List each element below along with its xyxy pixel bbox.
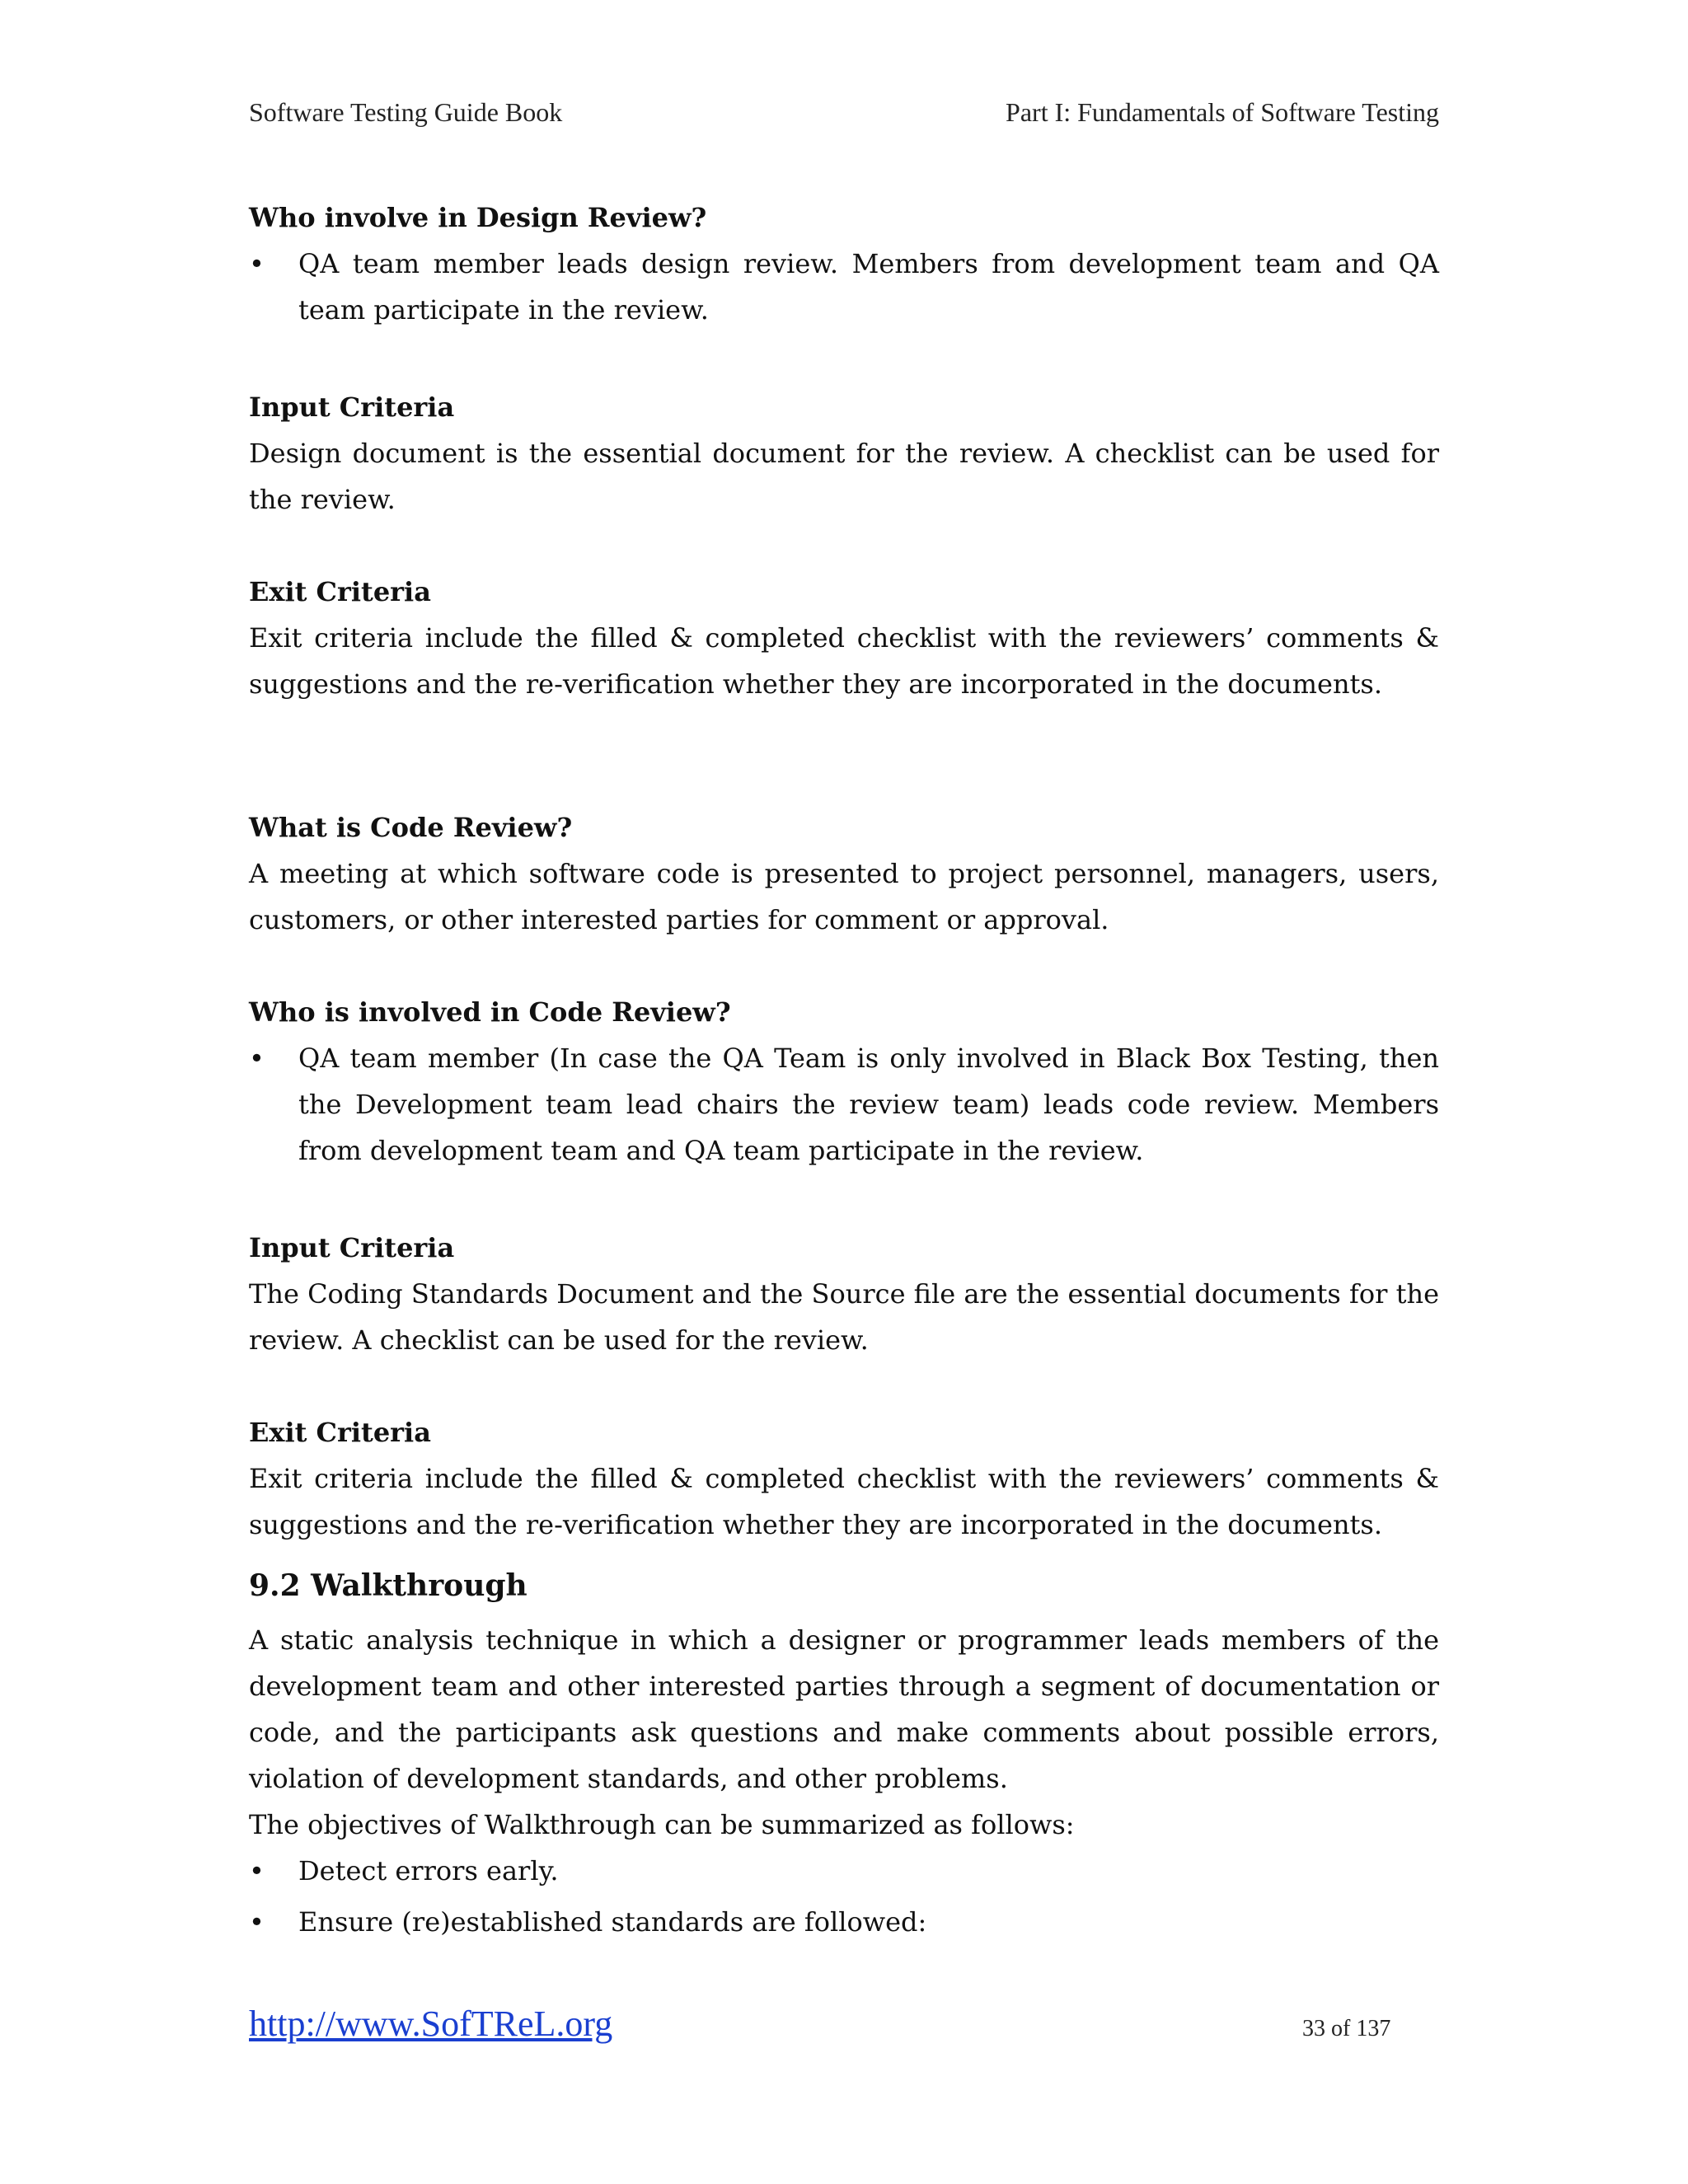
walkthrough-definition: A static analysis technique in which a designer or programmer leads members of the development team and other interested parties through a segment of documentation or code, and the participants ask questions and make comments about possible errors, violation of development standards, and other problems.: [249, 1624, 1439, 1794]
list-item-text: QA team member (In case the QA Team is only involved in Black Box Testing, then the Development team lead chairs the review team) leads code review. Members from development team and QA team participate in the review.: [298, 1043, 1439, 1166]
page-content: [249, 194, 1439, 1950]
list-item-text: QA team member leads design review. Members from development team and QA team participate in the review.: [298, 248, 1439, 326]
design-review-exit-text: Exit criteria include the filled & completed checklist with the reviewers’ comments & suggestions and the re-verification whether they are incorporated in the documents.: [249, 622, 1439, 700]
bullet-icon: •: [249, 1855, 265, 1886]
code-review-input-text: The Coding Standards Document and the Source file are the essential documents for the review. A checklist can be used for the review.: [249, 1278, 1439, 1356]
list-item-text: Detect errors early.: [298, 1855, 559, 1886]
page-number: 33 of 137: [1302, 2016, 1391, 2041]
walkthrough-objectives-intro: The objectives of Walkthrough can be summarized as follows:: [249, 1809, 1075, 1840]
design-review-exit-heading: Exit Criteria: [249, 576, 431, 607]
list-item: [249, 1035, 1439, 1174]
code-review-exit-heading: Exit Criteria: [249, 1417, 431, 1448]
code-review-who-list: [249, 1035, 1439, 1174]
walkthrough-objectives-list: [249, 1848, 1439, 1945]
code-review-input-heading: Input Criteria: [249, 1232, 455, 1263]
list-item: [249, 241, 1439, 333]
list-item: [249, 1899, 1439, 1945]
walkthrough-heading: 9.2 Walkthrough: [249, 1568, 528, 1603]
page-header: [249, 97, 1439, 128]
design-review-who-list: [249, 241, 1439, 333]
footer-website-link[interactable]: http://www.SofTReL.org: [249, 2004, 613, 2044]
code-review-who-heading: Who is involved in Code Review?: [249, 996, 731, 1028]
design-review-who-heading: Who involve in Design Review?: [249, 202, 707, 233]
code-review-what-text: A meeting at which software code is presented to project personnel, managers, users, customers, or other interested parties for comment or approval.: [249, 858, 1439, 935]
design-review-input-heading: Input Criteria: [249, 391, 455, 423]
header-book-title: Software Testing Guide Book: [249, 97, 563, 127]
bullet-icon: •: [249, 1043, 265, 1074]
list-item-text: Ensure (re)established standards are followed:: [298, 1906, 927, 1938]
bullet-icon: •: [249, 248, 265, 279]
code-review-exit-text: Exit criteria include the filled & completed checklist with the reviewers’ comments & suggestions and the re-verification whether they are incorporated in the documents.: [249, 1463, 1439, 1540]
design-review-input-text: Design document is the essential document for the review. A checklist can be used for the review.: [249, 438, 1439, 515]
code-review-what-heading: What is Code Review?: [249, 812, 573, 843]
header-part-title: Part I: Fundamentals of Software Testing: [1006, 97, 1439, 127]
bullet-icon: •: [249, 1906, 265, 1938]
list-item: [249, 1848, 1439, 1894]
